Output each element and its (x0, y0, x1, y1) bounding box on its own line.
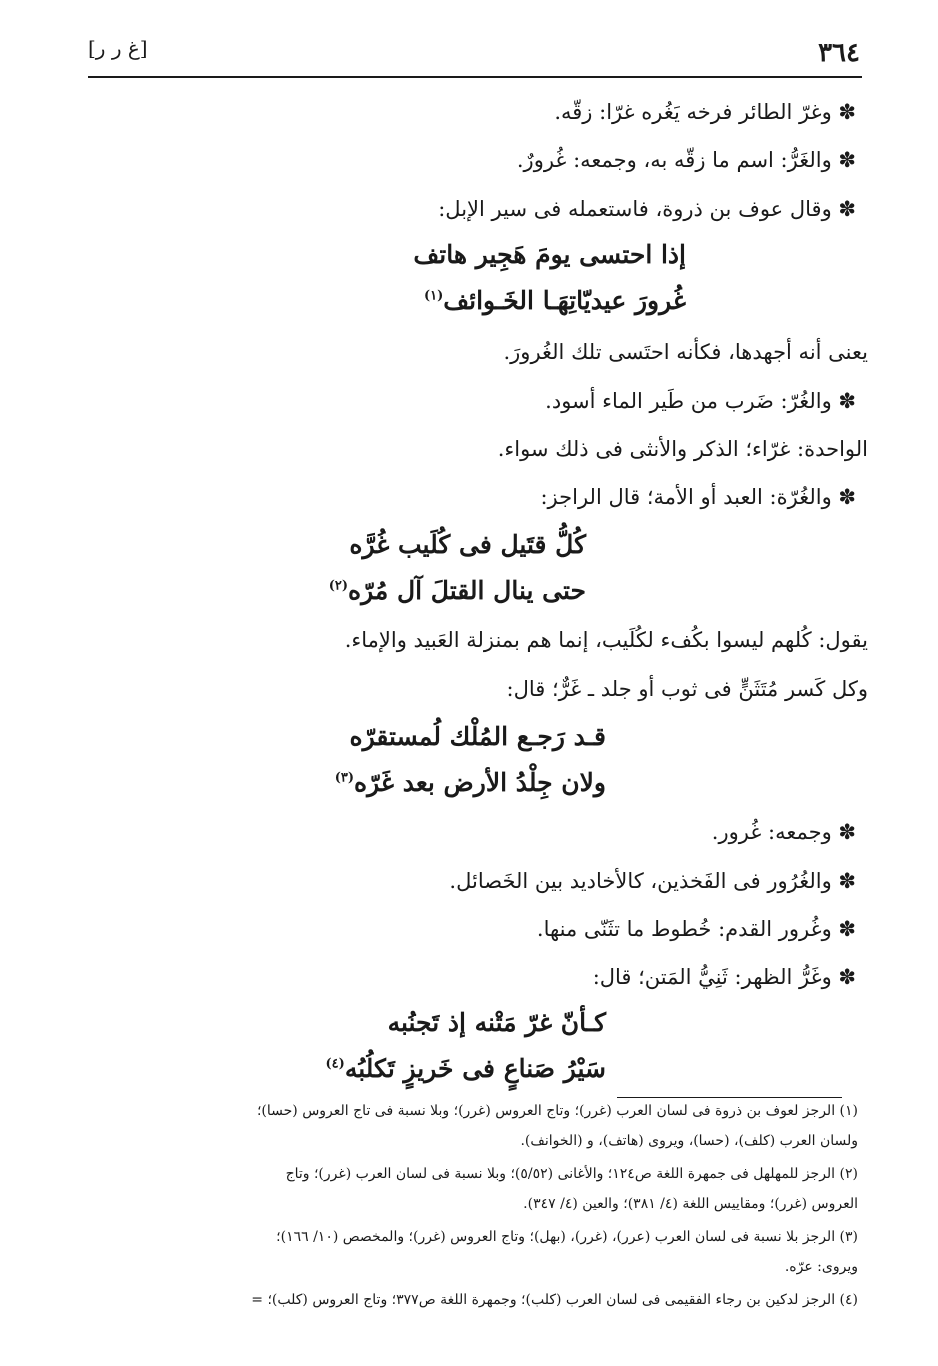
entry-line: ✽ وغرّ الطائر فرخه يَغُره غرّا: زقّه. (554, 100, 856, 124)
verse-line (82, 578, 586, 603)
verse-text: سَيْرُ صَناعٍ فى خَريزٍ تَكلُبُه (344, 1054, 606, 1083)
explanation-line: وكل كَسر مُتَثَنٍّ فى ثوب أو جلد ـ غَرٌّ؛ قال: (506, 677, 868, 701)
page-number: ٣٦٤ (818, 38, 860, 68)
verse-text: حتى ينال القتلَ آل مُرّه (347, 576, 586, 605)
verse-line: إذا احتسى يومَ هَجِير هاتف (413, 240, 686, 269)
footnote-rule (617, 1097, 842, 1098)
verse-line: كـأنّ غرّ مَتْنه إذ تَجنُبه (387, 1008, 606, 1037)
footnote-line: ويروى: عرّه. (784, 1259, 858, 1275)
header-rule (88, 76, 862, 78)
footnote-line: (٣) الرجز بلا نسبة فى لسان العرب (عرر)، (غرر)، (بهل)؛ وتاج العروس (غرر)؛ والمخصص (١٠/ ١٦٦)؛ (276, 1229, 858, 1245)
entry-line: ✽ والغُرّ: ضَرب من طَير الماء أسود. (545, 389, 856, 413)
verse-line: كُلُّ قتَيل فى كُلَيب غُرَّه (349, 530, 586, 559)
footnote-line: (١) الرجز لعوف بن ذروة فى لسان العرب (غرر)؛ وتاج العروس (غرر)؛ وبلا نسبة فى تاج العروس (حسا)؛ (256, 1103, 858, 1119)
page-header (88, 32, 860, 72)
footnote-marker: (٢) (328, 578, 348, 594)
entry-line: ✽ والغُرُور فى الفَخذين، كالأخاديد بين الخَصائل. (449, 869, 856, 893)
footnote-line: ولسان العرب (كلف)، (حسا)، ويروى (هاتف)، و (الخوانف). (520, 1133, 858, 1149)
verse-line: قـد رَجـع المُلْك لُمستقرّه (349, 722, 606, 751)
verse-text: غُرورَ عيديّاتِهَـا الخَـوائف (443, 286, 686, 315)
entry-line: ✽ والغَرُّ: اسم ما زقّه به، وجمعه: غُرورٌ. (516, 148, 856, 172)
explanation-line: يقول: كُلهم ليسوا بكُفء لكُلَيب، إنما هم بمنزلة العَبيد والإماء. (344, 628, 868, 652)
verse-line (82, 1056, 606, 1081)
entry-line: ✽ وجمعه: غُرور. (711, 820, 856, 844)
footnote-line: (٢) الرجز للمهلهل فى جمهرة اللغة ص١٢٤؛ والأغانى (٥/٥٢)؛ وبلا نسبة فى لسان العرب (غرر)؛ وتاج (285, 1166, 858, 1182)
entry-line: ✽ وقال عوف بن ذروة، فاستعمله فى سير الإبل: (438, 197, 856, 221)
verse-text: ولان جِلْدُ الأرض بعد غَرّه (354, 768, 606, 797)
entry-line: ✽ وغَرُّ الظهر: ثَنِيُّ المَتن؛ قال: (592, 965, 856, 989)
footnote-marker: (١) (423, 288, 444, 304)
explanation-line: يعنى أنه أجهدها، فكأنه احتَسى تلك الغُرورَ. (503, 340, 868, 364)
footnote-line: (٤) الرجز لدكين بن رجاء الفقيمى فى لسان العرب (كلب)؛ وجمهرة اللغة ص٣٧٧؛ وتاج العروس (كلب)؛ = (251, 1292, 858, 1308)
root-label: [غ ر ر] (88, 36, 148, 60)
verse-line (82, 770, 606, 795)
footnote-line: العروس (غرر)؛ ومقاييس اللغة (٤/ ٣٨١)؛ والعين (٤/ ٣٤٧). (523, 1196, 858, 1212)
explanation-line: الواحدة: غرّاء؛ الذكر والأنثى فى ذلك سواء. (497, 437, 868, 461)
footnote-marker: (٤) (325, 1056, 345, 1072)
verse-line (82, 288, 686, 313)
entry-line: ✽ وغُرور القدم: خُطوط ما تثَنّى منها. (536, 917, 856, 941)
entry-line: ✽ والغُرّة: العبد أو الأمة؛ قال الراجز: (540, 485, 856, 509)
footnote-marker: (٣) (334, 770, 355, 786)
